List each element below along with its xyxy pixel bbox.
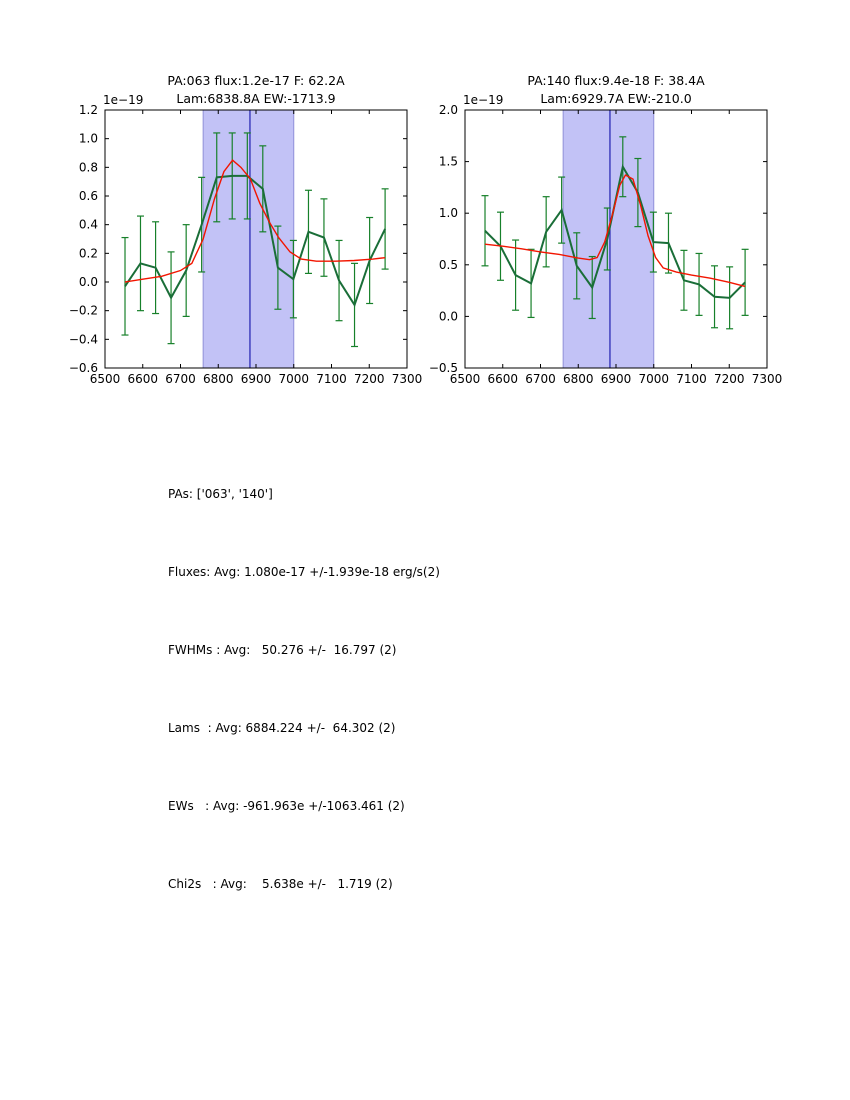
x-tick-label: 6900: [240, 372, 272, 386]
y-tick-label: 1.0: [438, 206, 458, 221]
x-tick-label: 7100: [676, 372, 707, 386]
title-line-2: Lam:6929.7A EW:-210.0: [540, 91, 692, 106]
y-tick-label: 1.0: [78, 131, 98, 146]
y-tick-label: 1.5: [438, 154, 458, 169]
y-tick-label: 1.2: [78, 103, 98, 117]
stat-line-lams: Lams : Avg: 6884.224 +/- 64.302 (2): [168, 721, 396, 735]
y-tick-label: −0.2: [68, 303, 98, 318]
stat-line-pas: PAs: ['063', '140']: [168, 487, 273, 501]
y-tick-label: 0.4: [78, 217, 98, 232]
axis-offset-label: 1e−19: [463, 93, 504, 107]
subplot-right: [420, 72, 788, 402]
title-line-1: PA:063 flux:1.2e-17 F: 62.2A: [167, 73, 345, 88]
x-tick-label: 6700: [165, 372, 196, 386]
stat-line-chi2s: Chi2s : Avg: 5.638e +/- 1.719 (2): [168, 877, 393, 891]
x-tick-label: 7200: [353, 372, 385, 386]
plot-area-left: [60, 90, 428, 395]
x-tick-label: 6800: [202, 372, 234, 386]
x-tick-label: 7100: [316, 372, 347, 386]
stats-block: [168, 429, 440, 949]
y-tick-label: 0.8: [78, 160, 98, 175]
stat-line-ews: EWs : Avg: -961.963e +/-1063.461 (2): [168, 799, 405, 813]
y-tick-label: −0.5: [428, 361, 458, 375]
x-tick-label: 6600: [127, 372, 159, 386]
x-tick-label: 7200: [713, 372, 745, 386]
y-tick-label: 0.0: [78, 275, 98, 289]
y-tick-label: −0.4: [68, 332, 98, 347]
title-line-1: PA:140 flux:9.4e-18 F: 38.4A: [527, 73, 705, 88]
x-tick-label: 6600: [487, 372, 519, 386]
y-tick-label: 0.5: [438, 257, 458, 272]
x-tick-label: 6500: [89, 372, 121, 386]
x-tick-label: 6700: [525, 372, 556, 386]
title-line-2: Lam:6838.8A EW:-1713.9: [176, 91, 336, 106]
y-tick-label: 0.2: [78, 246, 98, 261]
x-tick-label: 6800: [562, 372, 594, 386]
axis-offset-label: 1e−19: [103, 93, 144, 107]
x-tick-label: 7000: [638, 372, 670, 386]
subplot-left: [60, 72, 428, 402]
x-tick-label: 7300: [391, 372, 423, 386]
stat-line-fwhms: FWHMs : Avg: 50.276 +/- 16.797 (2): [168, 643, 397, 657]
y-tick-label: 0.0: [438, 309, 458, 324]
y-tick-label: −0.6: [68, 361, 98, 375]
y-tick-label: 2.0: [438, 103, 458, 117]
stat-line-fluxes: Fluxes: Avg: 1.080e-17 +/-1.939e-18 erg/s(2): [168, 565, 440, 579]
x-tick-label: 7000: [278, 372, 310, 386]
x-tick-label: 7300: [751, 372, 783, 386]
x-tick-label: 6500: [449, 372, 481, 386]
plot-area-right: [420, 90, 788, 395]
y-tick-label: 0.6: [78, 189, 98, 203]
x-tick-label: 6900: [600, 372, 632, 386]
